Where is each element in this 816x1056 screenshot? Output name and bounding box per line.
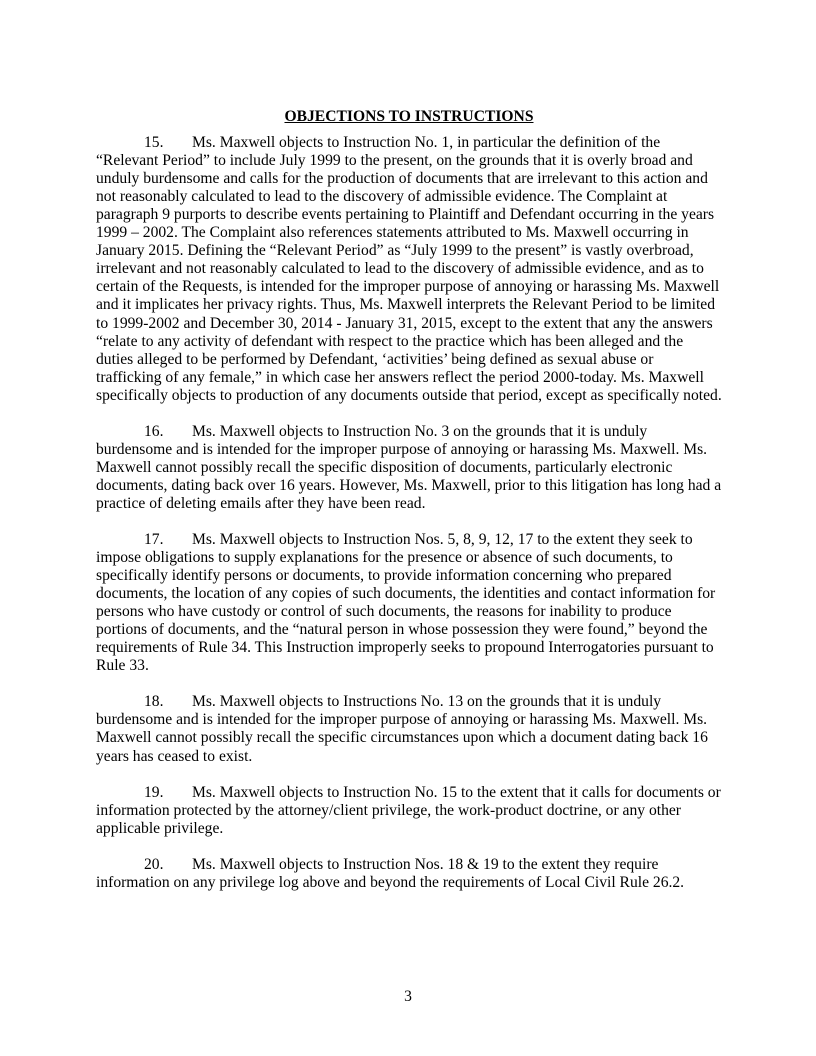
paragraph-text: Ms. Maxwell objects to Instruction No. 3 on the grounds that it is unduly burdensome and is intended for the improper purpose of annoying or harassing Ms. Maxwell. Ms. Maxwell cannot possibly recall the specific disposition of documents, particularly electronic documents, dating back over 16 years. However, Ms. Maxwell, prior to this litigation has long had a practice of deleting emails after they have been read.: [96, 422, 722, 512]
paragraph-number: 15.: [144, 134, 164, 152]
paragraph-17: [96, 531, 722, 675]
document-body: [96, 108, 722, 910]
section-heading: OBJECTIONS TO INSTRUCTIONS: [284, 108, 534, 125]
paragraph-number: 20.: [144, 855, 164, 873]
paragraph-15: [96, 134, 722, 405]
paragraph-number: 17.: [144, 530, 164, 548]
paragraph-number: 16.: [144, 422, 164, 440]
paragraph-number: 18.: [144, 693, 164, 711]
paragraph-18: [96, 693, 722, 765]
paragraph-text: Ms. Maxwell objects to Instructions No. 13 on the grounds that it is unduly burdensome and is intended for the improper purpose of annoying or harassing Ms. Maxwell. Ms. Maxwell cannot possibly recall the specific circumstances upon which a document dating back 16 years has ceased to exist.: [96, 693, 708, 765]
page-number: 3: [404, 988, 412, 1005]
paragraph-text: Ms. Maxwell objects to Instruction No. 15 to the extent that it calls for documents or information protected by the attorney/client privilege, the work-product doctrine, or any other applicable privilege.: [96, 783, 721, 837]
paragraph-19: [96, 784, 722, 838]
paragraph-16: [96, 423, 722, 513]
paragraph-text: Ms. Maxwell objects to Instruction Nos. 5, 8, 9, 12, 17 to the extent they seek to impose obligations to supply explanations for the presence or absence of such documents, to specifically identify persons or documents, to provide information concerning who prepared documents, the location of any copies of such documents, the identities and contact information for persons who have custody or control of such documents, the reasons for inability to produce portions of documents, and the “natural person in whose possession they were found,” beyond the requirements of Rule 34. This Instruction improperly seeks to propound Interrogatories pursuant to Rule 33.: [96, 530, 716, 675]
paragraph-text: Ms. Maxwell objects to Instruction No. 1, in particular the definition of the “Relevant Period” to include July 1999 to the present, on the grounds that it is overly broad and unduly burdensome and calls for the production of documents that are irrelevant to this action and not reasonably calculated to lead to the discovery of admissible evidence. The Complaint at paragraph 9 purports to describe events pertaining to Plaintiff and Defendant occurring in the years 1999 – 2002. The Complaint also references statements attributed to Ms. Maxwell occurring in January 2015. Defining the “Relevant Period” as “July 1999 to the present” is vastly overbroad, irrelevant and not reasonably calculated to lead to the discovery of admissible evidence, and as to certain of the Requests, is intended for the improper purpose of annoying or harassing Ms. Maxwell and it implicates her privacy rights. Thus, Ms. Maxwell interprets the Relevant Period to be limited to 1999-2002 and December 30, 2014 - January 31, 2015, except to the extent that any the answers “relate to any activity of defendant with respect to the practice which has been alleged and the duties alleged to be performed by Defendant, ‘activities’ being defined as sexual abuse or trafficking of any female,” in which case her answers reflect the period 2000-today. Ms. Maxwell specifically objects to production of any documents outside that period, except as specifically noted.: [96, 134, 722, 404]
paragraph-number: 19.: [144, 783, 164, 801]
paragraph-text: Ms. Maxwell objects to Instruction Nos. 18 & 19 to the extent they require information on any privilege log above and beyond the requirements of Local Civil Rule 26.2.: [96, 855, 685, 891]
paragraph-20: [96, 856, 722, 892]
